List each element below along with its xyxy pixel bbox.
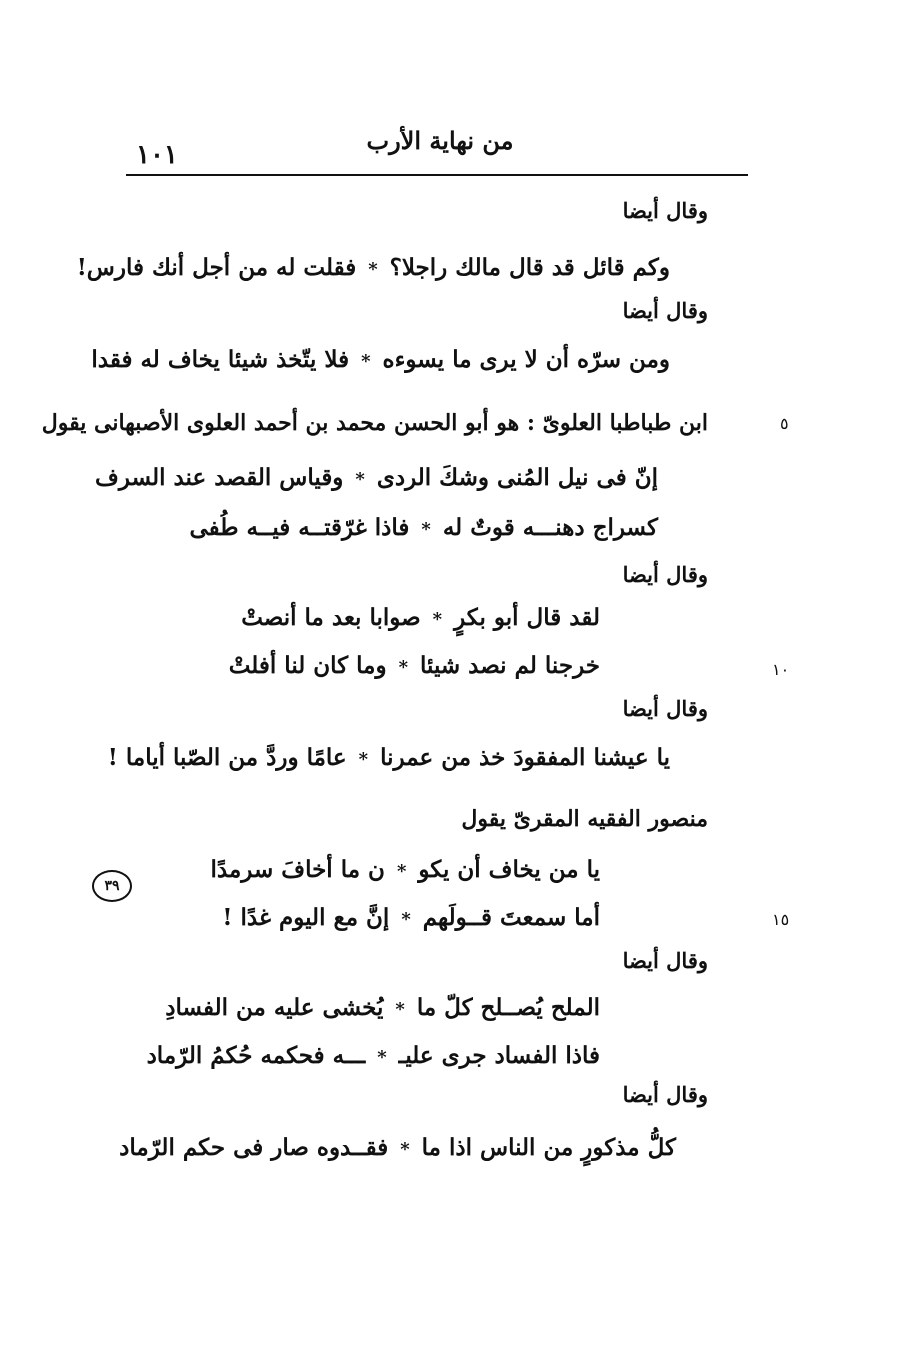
line-number-5: ٥: [780, 414, 789, 433]
verse-first-hemistich: إنّ فى نيل المُنى وشكَ الردى: [376, 464, 658, 491]
author-intro: منصور الفقيه المقرىّ يقول: [461, 806, 708, 832]
verse-line: [95, 464, 658, 491]
verse-separator: *: [358, 749, 369, 770]
verse-first-hemistich: أما سمعتَ قــولَهم: [422, 904, 600, 931]
verse-second-hemistich: وما كان لنا أفلتْ: [228, 652, 387, 679]
verse-first-hemistich: خرجنا لم نصد شيئا: [420, 652, 600, 679]
verse-second-hemistich: ن ما أخافَ سرمدًا: [210, 856, 385, 883]
verse-line: [165, 994, 600, 1021]
header-rule: [126, 174, 748, 176]
verse-first-hemistich: كسراج دهنـــه قوتٌ له: [442, 514, 658, 541]
verse-first-hemistich: كلُّ مذكورٍ من الناس اذا ما: [421, 1134, 676, 1161]
verse-line: [108, 744, 670, 771]
verse-separator: *: [377, 1047, 387, 1068]
section-heading: وقال أيضا: [622, 298, 708, 323]
page-number: ١٠١: [136, 140, 178, 170]
section-heading: وقال أيضا: [622, 198, 708, 223]
verse-line: [189, 514, 658, 541]
verse-first-hemistich: فاذا الفساد جرى عليـ: [398, 1042, 600, 1069]
verse-line: [222, 904, 600, 931]
section-heading: وقال أيضا: [622, 948, 708, 973]
verse-separator: *: [361, 351, 371, 372]
verse-line: [147, 1042, 600, 1069]
verse-first-hemistich: يا من يخاف أن يكو: [418, 856, 600, 883]
verse-line: [77, 254, 670, 281]
verse-line: [119, 1134, 676, 1161]
verse-second-hemistich: إنَّ مع اليوم غدًا !: [222, 904, 390, 931]
line-number-10: ١٠: [772, 660, 790, 679]
running-title: من نهاية الأرب: [366, 126, 514, 155]
verse-first-hemistich: لقد قال أبو بكرٍ: [454, 604, 600, 631]
verse-separator: *: [396, 861, 407, 882]
verse-second-hemistich: ـــه فحكمه حُكمُ الرّماد: [146, 1042, 366, 1069]
verse-separator: *: [400, 1139, 410, 1160]
verse-first-hemistich: وكم قائل قد قال مالك راجلا؟: [389, 254, 670, 281]
verse-second-hemistich: فقلت له من أجل أنك فارس!: [76, 254, 357, 281]
verse-separator: *: [432, 609, 443, 630]
verse-separator: *: [401, 909, 411, 930]
verse-first-hemistich: يا عيشنا المفقودَ خذ من عمرنا: [380, 744, 670, 771]
author-intro: ابن طباطبا العلوىّ : هو أبو الحسن محمد بن أحمد العلوى الأصبهانى يقول: [41, 410, 708, 436]
verse-separator: *: [398, 657, 408, 678]
section-heading: وقال أيضا: [622, 1082, 708, 1107]
verse-second-hemistich: يُخشى عليه من الفسادِ: [165, 994, 384, 1021]
folio-seal: ٣٩: [92, 870, 132, 902]
verse-line: [210, 856, 600, 883]
verse-second-hemistich: وقياس القصد عند السرف: [95, 464, 344, 491]
verse-separator: *: [421, 519, 431, 540]
section-heading: وقال أيضا: [622, 562, 708, 587]
verse-separator: *: [395, 999, 405, 1020]
verse-second-hemistich: صوابا بعد ما أنصتْ: [241, 604, 421, 631]
verse-first-hemistich: ومن سرّه أن لا يرى ما يسوءه: [382, 346, 670, 373]
verse-separator: *: [368, 259, 378, 280]
verse-second-hemistich: فلا يتّخذ شيئا يخاف له فقدا: [91, 346, 350, 373]
line-number-15: ١٥: [772, 910, 790, 929]
section-heading: وقال أيضا: [622, 696, 708, 721]
verse-line: [91, 346, 670, 373]
verse-second-hemistich: فاذا غرّقتــه فيــه طُفى: [189, 514, 410, 541]
verse-second-hemistich: فقــدوه صار فى حكم الرّماد: [119, 1134, 389, 1161]
verse-line: [241, 604, 600, 631]
verse-separator: *: [355, 469, 365, 490]
verse-first-hemistich: الملح يُصــلح كلّ ما: [416, 994, 600, 1021]
verse-line: [229, 652, 600, 679]
verse-second-hemistich: عامًا وردَّ من الصّبا أياما !: [107, 744, 347, 771]
